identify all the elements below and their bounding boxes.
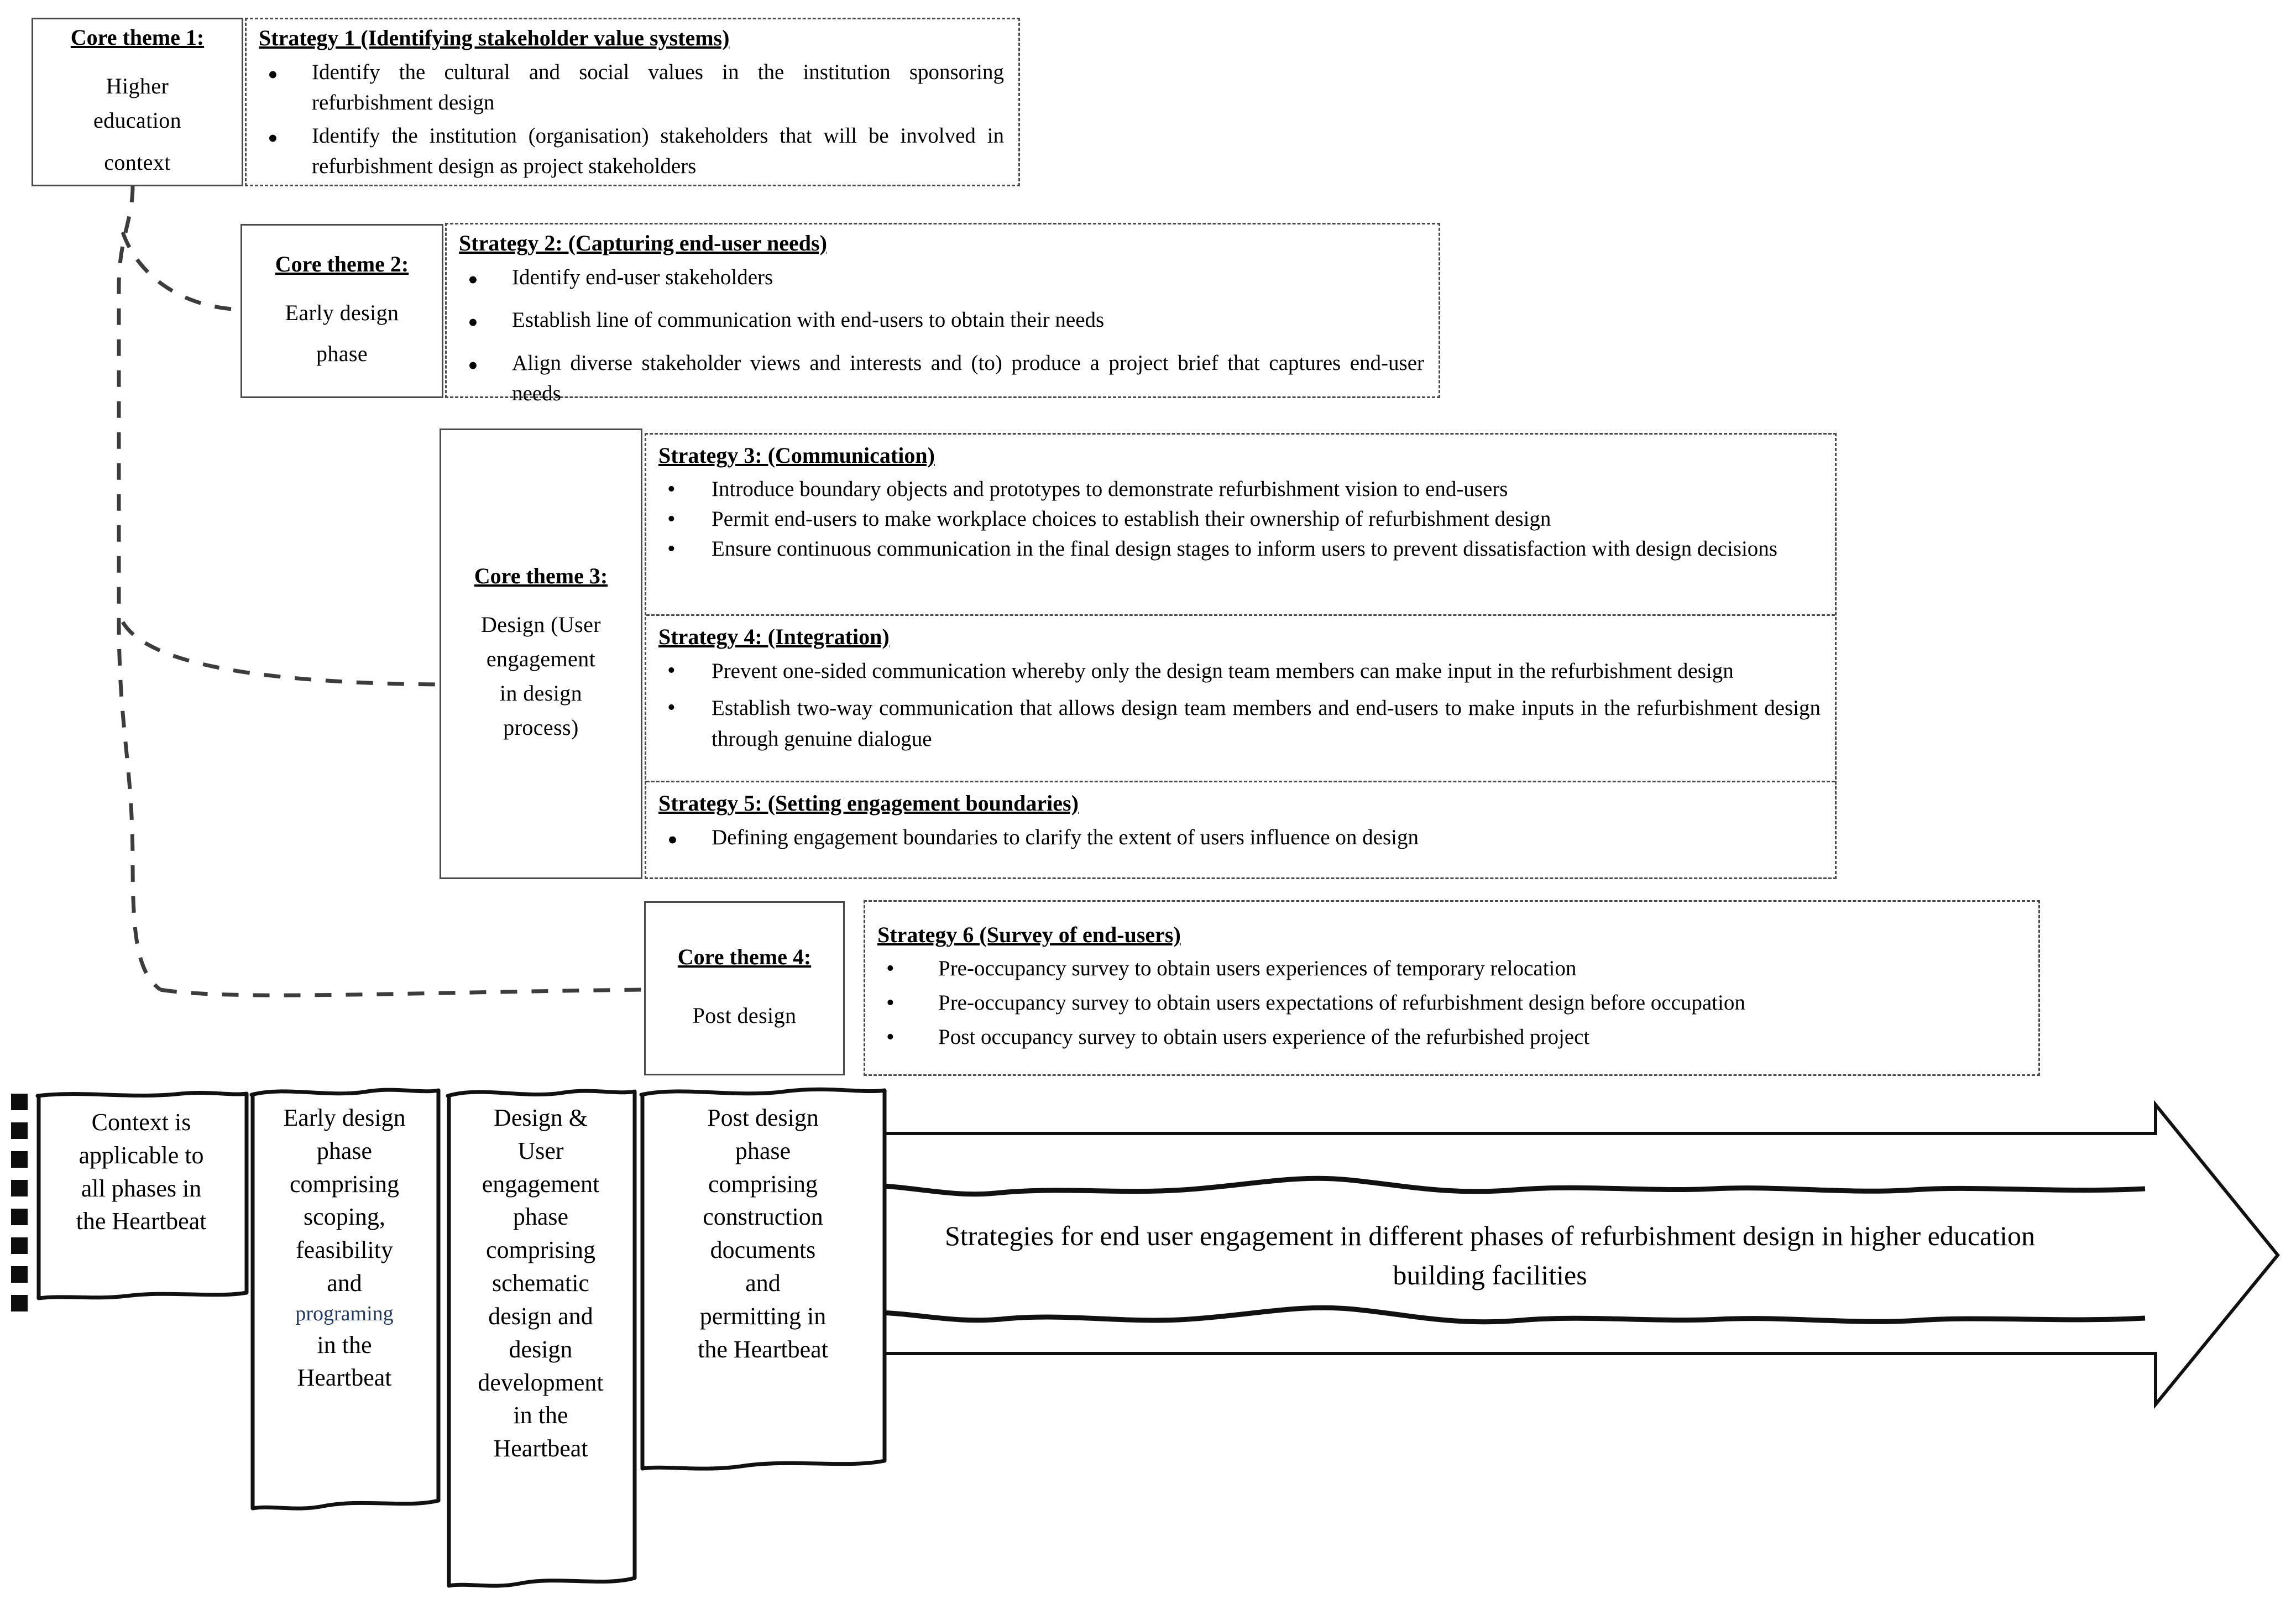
strategy-4-bullet-list <box>658 656 1821 754</box>
banner-label: Strategies for end user engagement in different phases of refurbishment design in higher education building facilities <box>944 1220 2036 1290</box>
phase-line: in the <box>513 1402 568 1429</box>
strategy-3-title: Strategy 3: (Communication) <box>658 443 935 468</box>
phase-line: all phases in <box>81 1174 202 1202</box>
strategy-6-bullet: • Post occupancy survey to obtain users experience of the refurbished project <box>877 1022 2024 1052</box>
strategy-2-title: Strategy 2: (Capturing end-user needs) <box>459 231 827 255</box>
phase-card-design-user-engagement <box>442 1083 639 1597</box>
phase-line: design <box>509 1335 573 1363</box>
filmstrip-marker <box>11 1266 28 1283</box>
phase-line: Heartbeat <box>493 1435 588 1462</box>
phase-line: and <box>327 1269 362 1297</box>
strategy-6-bullet-list <box>877 954 2024 1052</box>
phase-line: comprising <box>486 1236 595 1264</box>
strategy-6-bullet: • Pre-occupancy survey to obtain users experiences of temporary relocation <box>877 954 2024 984</box>
core-theme-3-sub-line: in design <box>499 680 583 706</box>
core-theme-2-sub-line: phase <box>316 341 368 366</box>
strategy-2-bullet: • Identify end-user stakeholders <box>459 262 1424 292</box>
phase-line: in the <box>317 1331 372 1358</box>
phase-line: scoping, <box>304 1203 385 1231</box>
strategy-3-bullet: • Introduce boundary objects and prototypes to demonstrate refurbishment vision to end-users <box>658 474 1821 504</box>
strategy-1-bullet: • Identify the cultural and social values in the institution sponsoring refurbishment design <box>259 57 1004 118</box>
strategy-3-bullet: • Permit end-users to make workplace choices to establish their ownership of refurbishment design <box>658 504 1821 534</box>
phase-line: the Heartbeat <box>698 1335 828 1363</box>
phase-line: applicable to <box>79 1141 204 1169</box>
phase-line: feasibility <box>296 1236 393 1264</box>
strategy-2-box <box>445 223 1440 406</box>
phase-line: comprising <box>290 1170 399 1198</box>
phase-line: phase <box>735 1137 791 1164</box>
phase-line: documents <box>710 1236 816 1264</box>
phase-line: Design & <box>494 1104 588 1131</box>
strategy-2-bullet: • Align diverse stakeholder views and interests and (to) produce a project brief that captures end-user needs <box>459 348 1424 409</box>
phase-line: and <box>745 1269 781 1297</box>
strategy-5-box <box>646 781 1835 877</box>
strategy-1-bullet-list <box>259 57 1004 182</box>
filmstrip-marker <box>11 1122 28 1139</box>
phase-line: permitting in <box>699 1302 827 1330</box>
phase-line-highlight: programing <box>295 1302 394 1325</box>
strategy-6-title: Strategy 6 (Survey of end-users) <box>877 922 1181 947</box>
phase-card-design-user-engagement-text <box>442 1101 639 1465</box>
strategy-2-bullet-list <box>459 262 1424 409</box>
strategy-6-box <box>864 900 2040 1076</box>
phase-line: construction <box>703 1203 823 1231</box>
core-theme-1-sub-line: context <box>104 149 171 175</box>
strategy-1-bullet: • Identify the institution (organisation) stakeholders that will be involved in refurbishment design as project stakeholders <box>259 121 1004 182</box>
core-theme-3-sub-line: Design (User <box>481 612 601 637</box>
core-theme-3-sub-line: engagement <box>486 646 596 671</box>
core-theme-1-box <box>32 18 243 186</box>
filmstrip-marker <box>11 1295 28 1311</box>
strategy-2-bullet: • Establish line of communication with end-users to obtain their needs <box>459 305 1424 335</box>
phase-line: comprising <box>708 1170 818 1198</box>
strategy-5-bullet: • Defining engagement boundaries to clarify the extent of users influence on design <box>658 822 1821 853</box>
phase-line: the Heartbeat <box>76 1208 207 1235</box>
phase-card-context-text <box>32 1106 250 1238</box>
strategy-4-bullet: • Establish two-way communication that allows design team members and end-users to make inputs in the refurbishment design through genuine dialogue <box>658 693 1821 754</box>
core-theme-1-sub-line: Higher <box>106 73 169 98</box>
filmstrip-marker <box>11 1209 28 1225</box>
phase-line: User <box>517 1137 564 1164</box>
core-theme-2-title: Core theme 2: <box>275 251 409 276</box>
phase-card-post-design <box>636 1083 890 1481</box>
strategy-5-bullet-list <box>658 822 1821 853</box>
phase-line: Heartbeat <box>297 1364 392 1392</box>
strategies-3-4-5-stack <box>645 433 1837 879</box>
phase-card-context <box>32 1087 250 1308</box>
filmstrip-marker <box>11 1237 28 1254</box>
core-theme-2-subtitle <box>285 296 399 371</box>
core-theme-3-subtitle <box>481 608 601 745</box>
strategy-4-title: Strategy 4: (Integration) <box>658 624 890 649</box>
phase-line: design and <box>488 1302 593 1330</box>
phase-card-early-design-text <box>246 1101 443 1394</box>
core-theme-3-title: Core theme 3: <box>474 563 608 588</box>
phase-line: Post design <box>707 1104 819 1131</box>
strategy-1-title: Strategy 1 (Identifying stakeholder value systems) <box>259 25 730 50</box>
phase-line: schematic <box>492 1269 589 1297</box>
core-theme-4-subtitle <box>693 989 797 1033</box>
phase-line: Context is <box>91 1109 191 1136</box>
strategy-3-bullet-list <box>658 474 1821 563</box>
phase-line: engagement <box>482 1170 600 1198</box>
filmstrip-marker <box>11 1151 28 1168</box>
strategy-5-title: Strategy 5: (Setting engagement boundaries) <box>658 791 1079 816</box>
strategy-6-bullet: • Pre-occupancy survey to obtain users expectations of refurbishment design before occupation <box>877 988 2024 1018</box>
strategy-4-box <box>646 614 1835 781</box>
core-theme-4-sub-line: Post design <box>692 1002 797 1028</box>
core-theme-4-title: Core theme 4: <box>677 944 812 969</box>
core-theme-4-box <box>644 901 845 1075</box>
strategy-3-bullet: • Ensure continuous communication in the final design stages to inform users to prevent dissatisfaction with design decisions <box>658 534 1821 564</box>
filmstrip-marker <box>11 1180 28 1196</box>
strategy-3-box <box>646 435 1835 614</box>
core-theme-2-sub-line: Early design <box>285 300 399 325</box>
phase-card-post-design-text <box>636 1101 890 1366</box>
phase-line: development <box>478 1368 604 1396</box>
core-theme-3-sub-line: process) <box>503 714 579 740</box>
core-theme-3-box <box>440 429 642 879</box>
filmstrip-marker <box>11 1094 28 1110</box>
core-theme-1-subtitle <box>93 69 181 180</box>
phase-line: Early design <box>283 1104 406 1131</box>
strategy-4-bullet: • Prevent one-sided communication whereby only the design team members can make input in the refurbishment design <box>658 656 1821 686</box>
phase-card-early-design <box>246 1083 443 1519</box>
core-theme-1-sub-line: education <box>93 107 182 133</box>
phase-line: phase <box>512 1203 569 1231</box>
strategy-1-box <box>245 18 1020 186</box>
core-theme-2-box <box>240 224 443 398</box>
phase-line: phase <box>316 1137 373 1164</box>
core-theme-1-title: Core theme 1: <box>70 24 205 50</box>
